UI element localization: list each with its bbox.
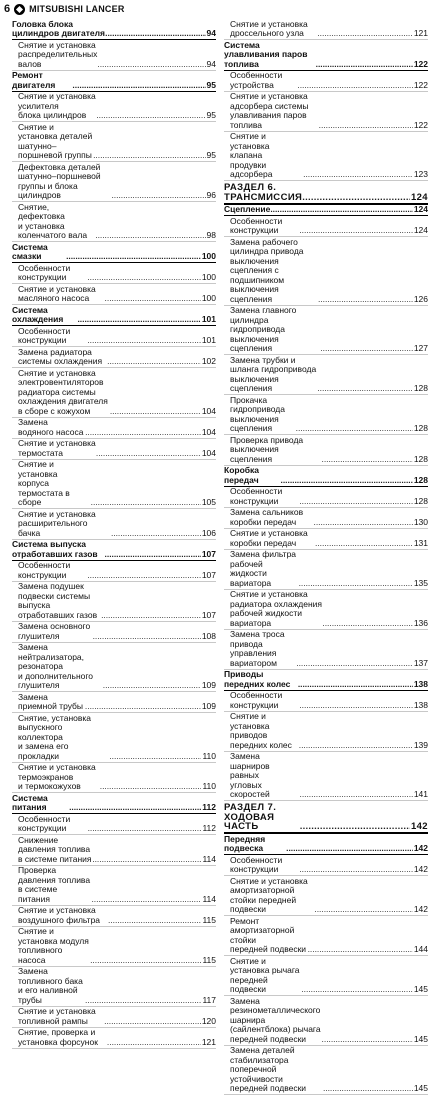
toc-entry-page: 112 [201,824,216,834]
toc-entry-page: 144 [413,945,428,955]
toc-entry [224,855,428,876]
toc-entry-page: 135 [413,579,428,589]
dot-leader [111,529,201,539]
toc-entry-title: Особенности устройства [230,71,297,90]
toc-entry-page: 106 [201,529,216,539]
dot-leader [302,193,410,203]
dot-leader [87,336,200,346]
toc-entry-title: Снятие и установка коробки передач [230,529,315,548]
toc-entry-page: 137 [413,659,428,669]
toc-section-heading [224,181,428,205]
toc-entry-title: Замена главного цилиндра гидропривода выключения сцепления [230,306,320,354]
toc-entry-page: 101 [201,315,216,325]
toc-entry [224,529,428,550]
toc-chapter-entry [224,670,428,691]
toc-entry-page: 95 [206,151,216,161]
toc-entry-title: РАЗДЕЛ 7. ХОДОВАЯ ЧАСТЬ [224,803,300,832]
toc-entry [12,866,216,906]
dot-leader [87,571,200,581]
toc-entry-title: Снятие, проверка и установка форсунок [18,1028,107,1047]
toc-chapter-entry [224,466,428,487]
dot-leader [297,81,412,91]
toc-entry [224,916,428,956]
toc-chapter-entry [12,793,216,814]
dot-leader [281,476,413,486]
dot-leader [314,518,413,528]
dot-leader [322,455,413,465]
toc-entry-page: 138 [413,680,428,690]
dot-leader [91,895,201,905]
toc-entry-title: Сцепление [224,205,270,215]
dot-leader [69,803,201,813]
toc-entry-title: Замена нейтрализатора, резонатора и дополнительного глушителя [18,643,103,691]
dot-leader [105,294,201,304]
toc-entry [12,713,216,763]
dot-leader [110,407,201,417]
toc-entry-title: Особенности конструкции [230,856,299,875]
page-number: 6 [4,3,10,15]
dot-leader [286,844,413,854]
toc-entry-title: Снятие и установка модуля топливного насоса [18,927,90,965]
toc-entry-page: 128 [413,424,428,434]
toc-entry [224,550,428,590]
dot-leader [91,498,201,508]
toc-entry-page: 104 [201,449,216,459]
dot-leader [308,945,413,955]
toc-entry-title: Передняя подвеска [224,835,286,854]
dot-leader [108,916,201,926]
toc-entry-page: 110 [201,752,216,762]
toc-entry [12,582,216,622]
toc-entry-title: Снятие и установка топливной рампы [18,1007,104,1026]
toc-entry-title: Проверка привода выключения сцепления [230,436,322,465]
dot-leader [100,782,202,792]
toc-entry [224,996,428,1046]
toc-entry [12,622,216,643]
dot-leader [296,659,413,669]
toc-chapter-entry [12,242,216,263]
toc-entry-title: Снятие и установка распределительных валов [18,41,97,70]
toc-entry-title: Снятие и установка термоэкранов и термокожухов [18,763,100,792]
toc-entry-page: 115 [201,916,216,926]
toc-entry-page: 123 [413,170,428,180]
toc-entry-title: Снятие и установка адсорбера системы улавливания паров топлива [230,92,319,130]
dot-leader [303,170,413,180]
toc-entry-title: Система охлаждения [12,306,77,325]
toc-entry-title: Замена троса привода управления вариатором [230,630,296,668]
toc-entry-title: Особенности конструкции [18,327,87,346]
toc-entry-page: 104 [201,407,216,417]
toc-entry-page: 114 [201,855,216,865]
toc-entry-page: 105 [201,498,216,508]
toc-entry [224,590,428,630]
dot-leader [299,226,412,236]
toc-chapter-entry [224,40,428,71]
toc-entry-title: РАЗДЕЛ 6. ТРАНСМИССИЯ [224,183,302,202]
toc-entry-page: 101 [201,336,216,346]
toc-entry-page: 124 [410,193,428,203]
page-header [4,2,125,16]
dot-leader [299,865,412,875]
brand-title: MITSUBISHI LANCER [29,4,124,14]
toc-entry-page: 102 [201,357,216,367]
toc-entry-title: Замена фильтра рабочей жидкости вариатора [230,550,299,588]
toc-entry-title: Замена подушек подвески системы выпуска отработавших газов [18,582,101,620]
toc-entry-title: Снижение давления топлива в системе питания [18,836,92,865]
toc-entry [12,927,216,967]
toc-entry [224,19,428,40]
toc-entry-page: 124 [413,205,428,215]
toc-entry [224,216,428,237]
toc-entry-title: Снятие и установка амортизаторной стойки передней подвески [230,877,314,915]
toc-entry-title: Снятие и установка термостата [18,439,96,458]
toc-entry [12,509,216,540]
toc-entry-page: 112 [201,803,216,813]
toc-entry [12,439,216,460]
toc-entry-title: Снятие, установка выпускного коллектора и замена его прокладки [18,714,109,762]
toc-entry-page: 115 [201,956,216,966]
toc-left-column [12,19,216,1049]
dot-leader [85,428,201,438]
toc-entry [12,418,216,439]
toc-entry-page: 100 [201,294,216,304]
dot-leader [90,956,201,966]
toc-entry [224,691,428,712]
toc-entry [224,508,428,529]
toc-entry-title: Коробка передач [224,466,281,485]
dot-leader [93,151,205,161]
dot-leader [301,985,412,995]
toc-entry [224,1046,428,1095]
toc-entry-page: 145 [413,985,428,995]
toc-entry-title: Прокачка гидропривода выключения сцепления [230,396,296,434]
dot-leader [318,295,413,305]
toc-entry-page: 95 [206,111,216,121]
toc-entry-page: 128 [413,384,428,394]
dot-leader [298,680,413,690]
dot-leader [105,550,201,560]
toc-entry [12,162,216,202]
dot-leader [322,1035,413,1045]
toc-entry [12,835,216,866]
toc-section-heading [224,801,428,834]
toc-entry-page: 114 [201,895,216,905]
toc-entry-page: 145 [413,1035,428,1045]
dot-leader [323,1084,413,1094]
toc-entry [12,906,216,927]
toc-entry-title: Снятие и установка усилителя блока цилиндров [18,92,96,121]
toc-entry-title: Замена сальников коробки передач [230,508,314,527]
toc-entry [224,306,428,356]
toc-entry-title: Замена деталей стабилизатора поперечной устойчивости передней подвески [230,1046,323,1094]
toc-entry [224,92,428,132]
toc-entry-page: 110 [201,782,216,792]
dot-leader [105,29,205,39]
toc-entry-page: 126 [413,295,428,305]
dot-leader [296,424,413,434]
dot-leader [322,619,412,629]
toc-entry-page: 138 [413,701,428,711]
toc-entry-page: 107 [201,611,216,621]
toc-entry [12,1007,216,1028]
toc-entry-page: 128 [413,497,428,507]
toc-entry-title: Замена топливного бака и его наливной трубы [18,967,85,1005]
dot-leader [109,752,201,762]
toc-entry-title: Ремонт амортизаторной стойки передней подвески [230,917,308,955]
toc-entry-title: Головка блока цилиндров двигателя [12,20,105,39]
dot-leader [77,315,200,325]
toc-entry [12,643,216,693]
toc-entry-page: 122 [413,121,428,131]
toc-entry-page: 100 [201,273,216,283]
dot-leader [72,81,205,91]
toc-entry [12,284,216,305]
toc-chapter-entry [224,205,428,217]
dot-leader [316,60,413,70]
dot-leader [107,1038,201,1048]
dot-leader [103,681,201,691]
toc-entry [12,1028,216,1049]
dot-leader [85,702,201,712]
toc-entry [12,347,216,368]
toc-entry-page: 130 [413,518,428,528]
toc-entry-page: 104 [201,428,216,438]
toc-entry-title: Снятие и установка рычага передней подвески [230,957,301,995]
toc-entry-page: 96 [206,191,216,201]
toc-entry-page: 127 [413,344,428,354]
toc-entry-title: Снятие и установка масляного насоса [18,285,105,304]
dot-leader [96,449,201,459]
toc-chapter-entry [12,540,216,561]
dot-leader [299,701,412,711]
toc-entry-title: Система смазки [12,243,66,262]
toc-entry-title: Особенности конструкции [230,217,299,236]
toc-entry-page: 117 [201,996,216,1006]
toc-entry [224,355,428,395]
toc-entry-title: Снятие и установка корпуса термостата в сборе [18,460,91,508]
toc-entry-title: Дефектовка деталей шатунно–поршневой группы и блока цилиндров [18,163,111,201]
toc-entry-title: Особенности конструкции [18,264,87,283]
toc-entry [224,712,428,752]
toc-entry-page: 145 [413,1084,428,1094]
dot-leader [104,1017,201,1027]
toc-entry-page: 107 [201,571,216,581]
toc-entry-page: 98 [206,231,216,241]
toc-entry [12,561,216,582]
toc-entry-page: 139 [413,741,428,751]
toc-entry-title: Замена шарниров равных угловых скоростей [230,752,300,800]
dot-leader [101,611,201,621]
toc-entry-title: Замена водяного насоса [18,418,85,437]
toc-entry-title: Ремонт двигателя [12,71,72,90]
toc-entry [12,368,216,418]
toc-entry [224,956,428,996]
toc-entry-page: 109 [201,681,216,691]
toc-entry-title: Снятие и установка деталей шатунно–поршневой группы [18,123,93,161]
toc-entry-title: Замена приемной трубы [18,693,85,712]
dot-leader [317,29,412,39]
toc-entry-page: 128 [413,455,428,465]
toc-entry-title: Система улавливания паров топлива [224,41,316,70]
toc-entry-title: Особенности конструкции [230,487,299,506]
toc-entry [12,202,216,242]
toc-entry-page: 136 [413,619,428,629]
dot-leader [88,824,202,834]
toc-entry [12,122,216,162]
toc-entry-page: 121 [201,1038,216,1048]
toc-entry-title: Замена основного глушителя [18,622,93,641]
toc-entry-page: 142 [410,822,428,832]
toc-entry-title: Снятие и установка воздушного фильтра [18,906,108,925]
toc-entry-page: 108 [201,632,216,642]
toc-entry-title: Замена трубки и шланга гидропривода выключения сцепления [230,356,317,394]
dot-leader [299,741,413,751]
dot-leader [111,191,205,201]
toc-entry [224,71,428,92]
dot-leader [315,539,413,549]
dot-leader [107,357,201,367]
toc-entry [12,92,216,123]
toc-entry-title: Приводы передних колес [224,670,298,689]
toc-entry [224,630,428,670]
dot-leader [66,252,201,262]
dot-leader [97,60,205,70]
toc-chapter-entry [224,834,428,855]
toc-entry [224,435,428,466]
toc-entry-title: Замена радиатора системы охлаждения [18,348,107,367]
toc-entry-title: Снятие и установка электровентиляторов радиатора системы охлаждения двигателя в сборе с кожухом [18,369,110,417]
dot-leader [300,790,413,800]
toc-entry-page: 95 [206,81,216,91]
toc-entry-page: 124 [413,226,428,236]
toc-entry [12,692,216,713]
toc-entry-title: Снятие, дефектовка и установка коленчатого вала [18,203,95,241]
toc-entry [224,876,428,916]
toc-entry [224,487,428,508]
toc-entry-title: Проверка давления топлива в системе питания [18,866,91,904]
dot-leader [93,632,201,642]
dot-leader [314,905,412,915]
toc-entry-page: 142 [413,905,428,915]
toc-entry [12,763,216,794]
dot-leader [320,344,412,354]
toc-entry [224,395,428,435]
dot-leader [299,497,412,507]
toc-entry-title: Система питания [12,794,69,813]
dot-leader [317,384,412,394]
toc-entry-page: 109 [201,702,216,712]
toc-entry-title: Особенности конструкции [18,561,87,580]
dot-leader [300,822,410,832]
toc-entry-page: 142 [413,844,428,854]
toc-entry-title: Система выпуска отработавших газов [12,540,105,559]
toc-entry [12,326,216,347]
toc-entry-page: 94 [206,29,216,39]
toc-entry [12,460,216,510]
dot-leader [92,855,201,865]
dot-leader [270,205,412,215]
toc-entry-title: Особенности конструкции [18,815,88,834]
toc-entry-page: 120 [201,1017,216,1027]
toc-entry [12,40,216,71]
toc-entry-page: 100 [201,252,216,262]
dot-leader [85,996,201,1006]
toc-entry [12,967,216,1007]
toc-entry-title: Снятие и установка дроссельного узла [230,20,317,39]
toc-entry-title: Снятие и установка расширительного бачка [18,510,111,539]
toc-entry-page: 121 [413,29,428,39]
dot-leader [319,121,413,131]
dot-leader [87,273,200,283]
toc-chapter-entry [12,305,216,326]
toc-entry-page: 122 [413,60,428,70]
toc-entry-page: 122 [413,81,428,91]
toc-entry-title: Особенности конструкции [230,691,299,710]
dot-leader [96,111,205,121]
toc-entry [12,263,216,284]
dot-leader [299,579,413,589]
toc-entry-title: Снятие и установка клапана продувки адсорбера [230,132,303,180]
toc-entry-page: 142 [413,865,428,875]
toc-entry [224,237,428,306]
dot-leader [95,231,205,241]
toc-entry [224,132,428,182]
toc-entry [224,752,428,802]
toc-right-column [224,19,428,1095]
toc-entry-page: 94 [206,60,216,70]
toc-entry-page: 131 [413,539,428,549]
toc-entry-title: Замена рабочего цилиндра привода выключения сцепления с подшипником выключения сцепления [230,238,318,305]
toc-entry-title: Снятие и установка приводов передних колес [230,712,299,750]
toc-chapter-entry [12,71,216,92]
brand-logo-icon [14,4,25,15]
toc-entry-page: 128 [413,476,428,486]
toc-entry-title: Снятие и установка радиатора охлаждения рабочей жидкости вариатора [230,590,322,628]
toc-chapter-entry [12,19,216,40]
toc-entry [12,814,216,835]
toc-entry-page: 107 [201,550,216,560]
toc-entry-page: 141 [413,790,428,800]
toc-entry-title: Замена резинометаллического шарнира (сайлентблока) рычага передней подвески [230,997,322,1045]
